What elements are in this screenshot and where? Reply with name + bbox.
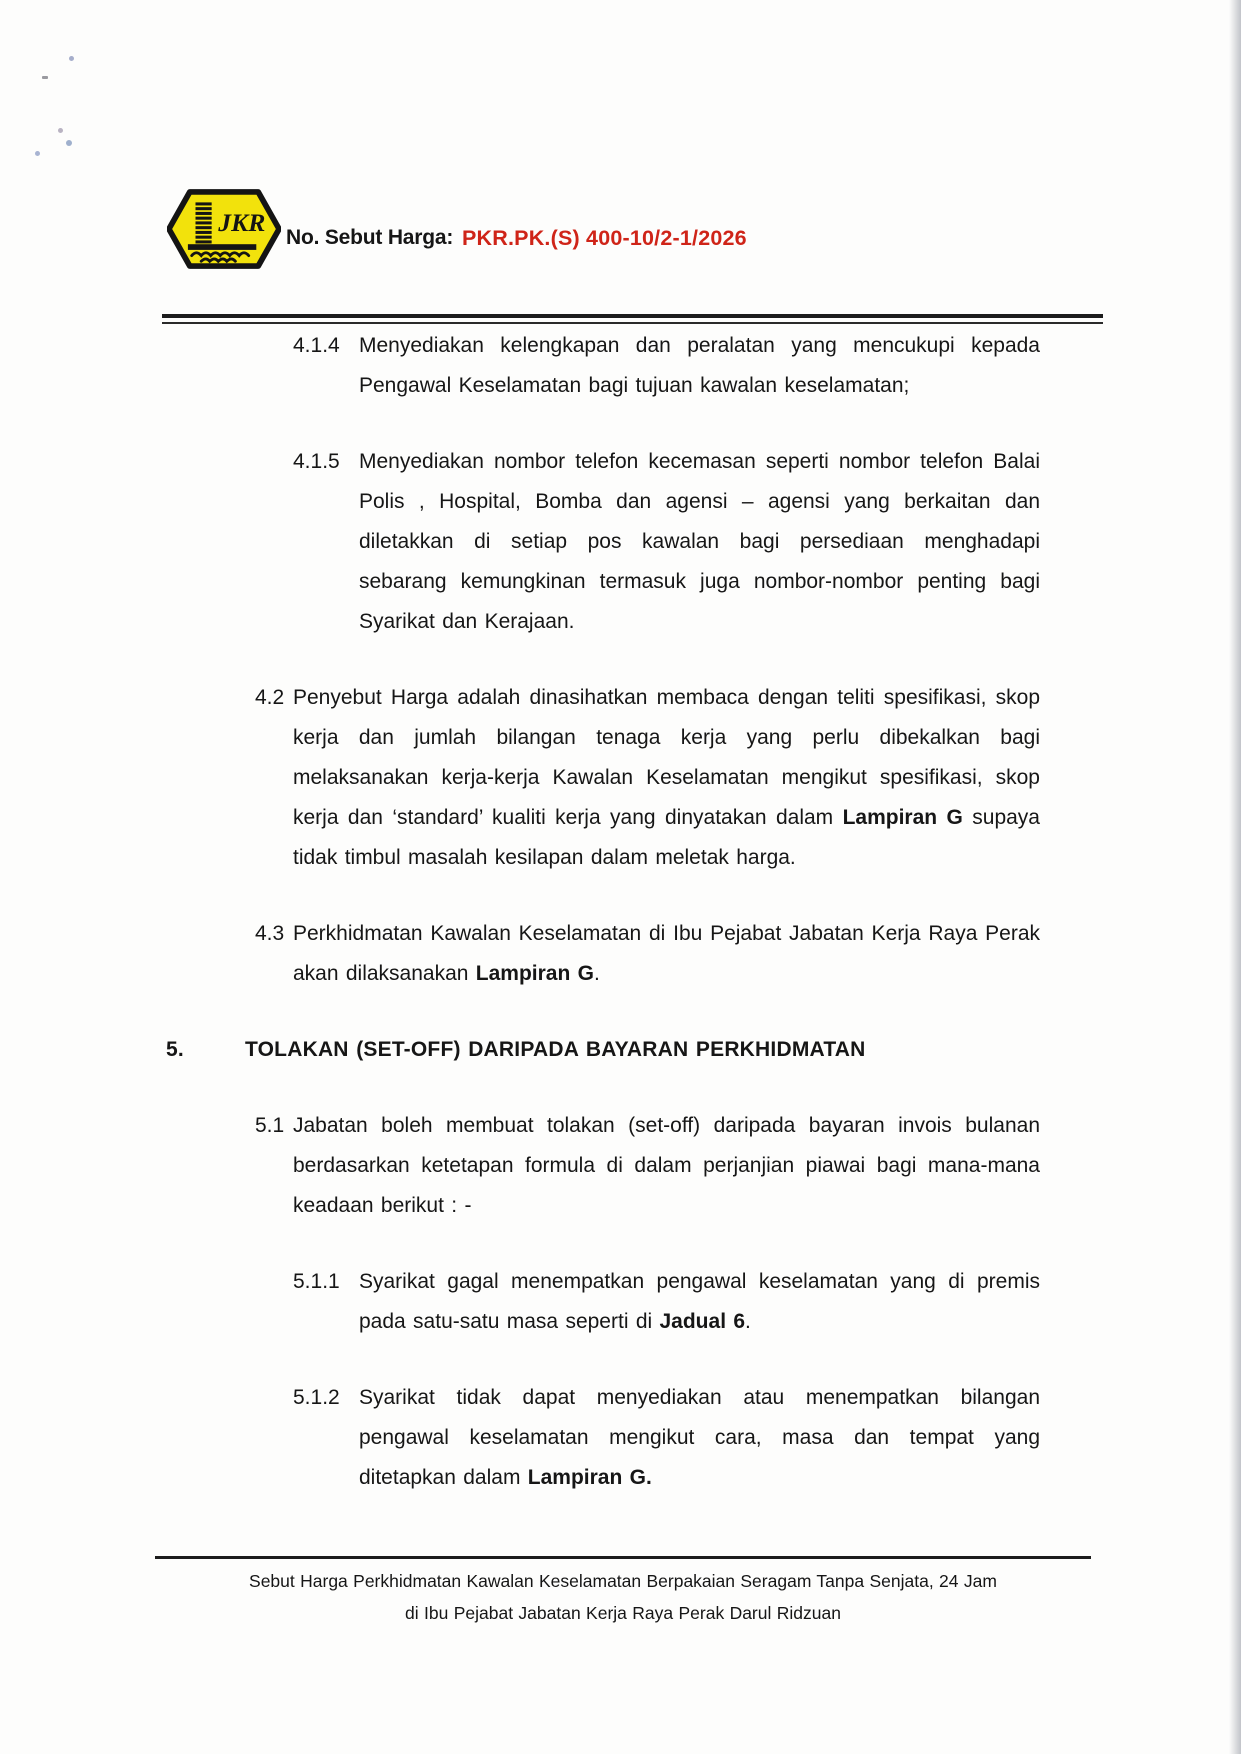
clause-text bbox=[293, 914, 1040, 994]
clause-number: 4.1.4 bbox=[293, 334, 340, 357]
document-body bbox=[166, 326, 1040, 1534]
footer-divider bbox=[155, 1556, 1091, 1559]
clause-item bbox=[166, 1262, 1040, 1342]
clause-item bbox=[166, 678, 1040, 878]
clause-text-segment: . bbox=[745, 1310, 751, 1333]
clause-number: 5.1.1 bbox=[293, 1270, 340, 1293]
clause-text-bold: Lampiran G. bbox=[527, 1466, 652, 1489]
footer-title bbox=[155, 1565, 1091, 1629]
scan-speck bbox=[66, 140, 72, 146]
clause-text-segment: Perkhidmatan Kawalan Keselamatan di Ibu Pejabat Jabatan Kerja Raya Perak akan dilaksanakan bbox=[293, 922, 1040, 985]
clause-text bbox=[293, 1106, 1040, 1226]
clause-item bbox=[166, 914, 1040, 994]
jkr-logo-icon bbox=[167, 189, 281, 269]
clause-item bbox=[166, 326, 1040, 406]
jkr-logo bbox=[167, 189, 281, 269]
quotation-number-value: PKR.PK.(S) 400-10/2-1/2026 bbox=[462, 226, 747, 250]
clause-text bbox=[359, 442, 1040, 642]
clause-text bbox=[245, 1030, 1040, 1070]
clause-text-bold: Jadual 6 bbox=[659, 1310, 746, 1333]
jkr-logo-text: JKR bbox=[218, 207, 266, 237]
clause-number: 4.1.5 bbox=[293, 450, 340, 473]
scan-speck bbox=[42, 76, 48, 79]
clause-text-segment: . bbox=[594, 962, 600, 985]
footer-line-1: Sebut Harga Perkhidmatan Kawalan Keselamatan Berpakaian Seragam Tanpa Senjata, 24 Jam bbox=[249, 1571, 997, 1591]
clause-number: 5.1 bbox=[255, 1114, 285, 1137]
quotation-number-label: No. Sebut Harga: bbox=[286, 226, 454, 249]
clause-item bbox=[166, 442, 1040, 642]
clause-number: 5.1.2 bbox=[293, 1386, 340, 1409]
clause-text-bold: Lampiran G bbox=[842, 806, 963, 829]
clause-text-bold: TOLAKAN (SET-OFF) DARIPADA BAYARAN PERKHIDMATAN bbox=[245, 1038, 866, 1061]
clause-number: 4.3 bbox=[255, 922, 285, 945]
clause-text-segment: Syarikat tidak dapat menyediakan atau menempatkan bilangan pengawal keselamatan mengikut cara, masa dan tempat yang ditetapkan dalam bbox=[359, 1386, 1040, 1489]
clause-text bbox=[359, 1378, 1040, 1498]
clause-text-segment: Jabatan boleh membuat tolakan (set-off) daripada bayaran invois bulanan berdasarkan ketetapan formula di dalam perjanjian piawai bagi mana-mana keadaan berikut : - bbox=[293, 1114, 1040, 1217]
clause-text bbox=[293, 678, 1040, 878]
clause-text-segment: supaya tidak timbul masalah kesilapan dalam meletak harga. bbox=[293, 806, 1040, 869]
clause-number: 5. bbox=[166, 1038, 184, 1061]
scan-edge-shadow bbox=[1229, 0, 1241, 1754]
clause-text bbox=[359, 326, 1040, 406]
scan-speck bbox=[35, 151, 40, 156]
header-divider bbox=[162, 314, 1103, 324]
clause-item bbox=[166, 1106, 1040, 1226]
scan-speck bbox=[58, 128, 63, 133]
clause-text-segment: Penyebut Harga adalah dinasihatkan membaca dengan teliti spesifikasi, skop kerja dan jumlah bilangan tenaga kerja yang perlu dibekalkan bagi melaksanakan kerja-kerja Kawalan Keselamatan mengikut spesifikasi, skop kerja dan ‘standard’ kualiti kerja yang dinyatakan dalam bbox=[293, 686, 1040, 829]
clause-text-bold: Lampiran G bbox=[475, 962, 594, 985]
clause-number: 4.2 bbox=[255, 686, 285, 709]
section-heading bbox=[166, 1030, 1040, 1070]
scan-speck bbox=[69, 56, 74, 61]
clause-text-segment: Menyediakan kelengkapan dan peralatan yang mencukupi kepada Pengawal Keselamatan bagi tujuan kawalan keselamatan; bbox=[359, 334, 1040, 397]
clause-text bbox=[359, 1262, 1040, 1342]
clause-item bbox=[166, 1378, 1040, 1498]
clause-text-segment: Syarikat gagal menempatkan pengawal keselamatan yang di premis pada satu-satu masa seperti di bbox=[359, 1270, 1040, 1333]
clause-text-segment: Menyediakan nombor telefon kecemasan seperti nombor telefon Balai Polis , Hospital, Bomba dan agensi – agensi yang berkaitan dan diletakkan di setiap pos kawalan bagi persediaan menghadapi sebarang kemungkinan termasuk juga nombor-nombor penting bagi Syarikat dan Kerajaan. bbox=[359, 450, 1040, 633]
footer-line-2: di Ibu Pejabat Jabatan Kerja Raya Perak Darul Ridzuan bbox=[405, 1603, 841, 1623]
